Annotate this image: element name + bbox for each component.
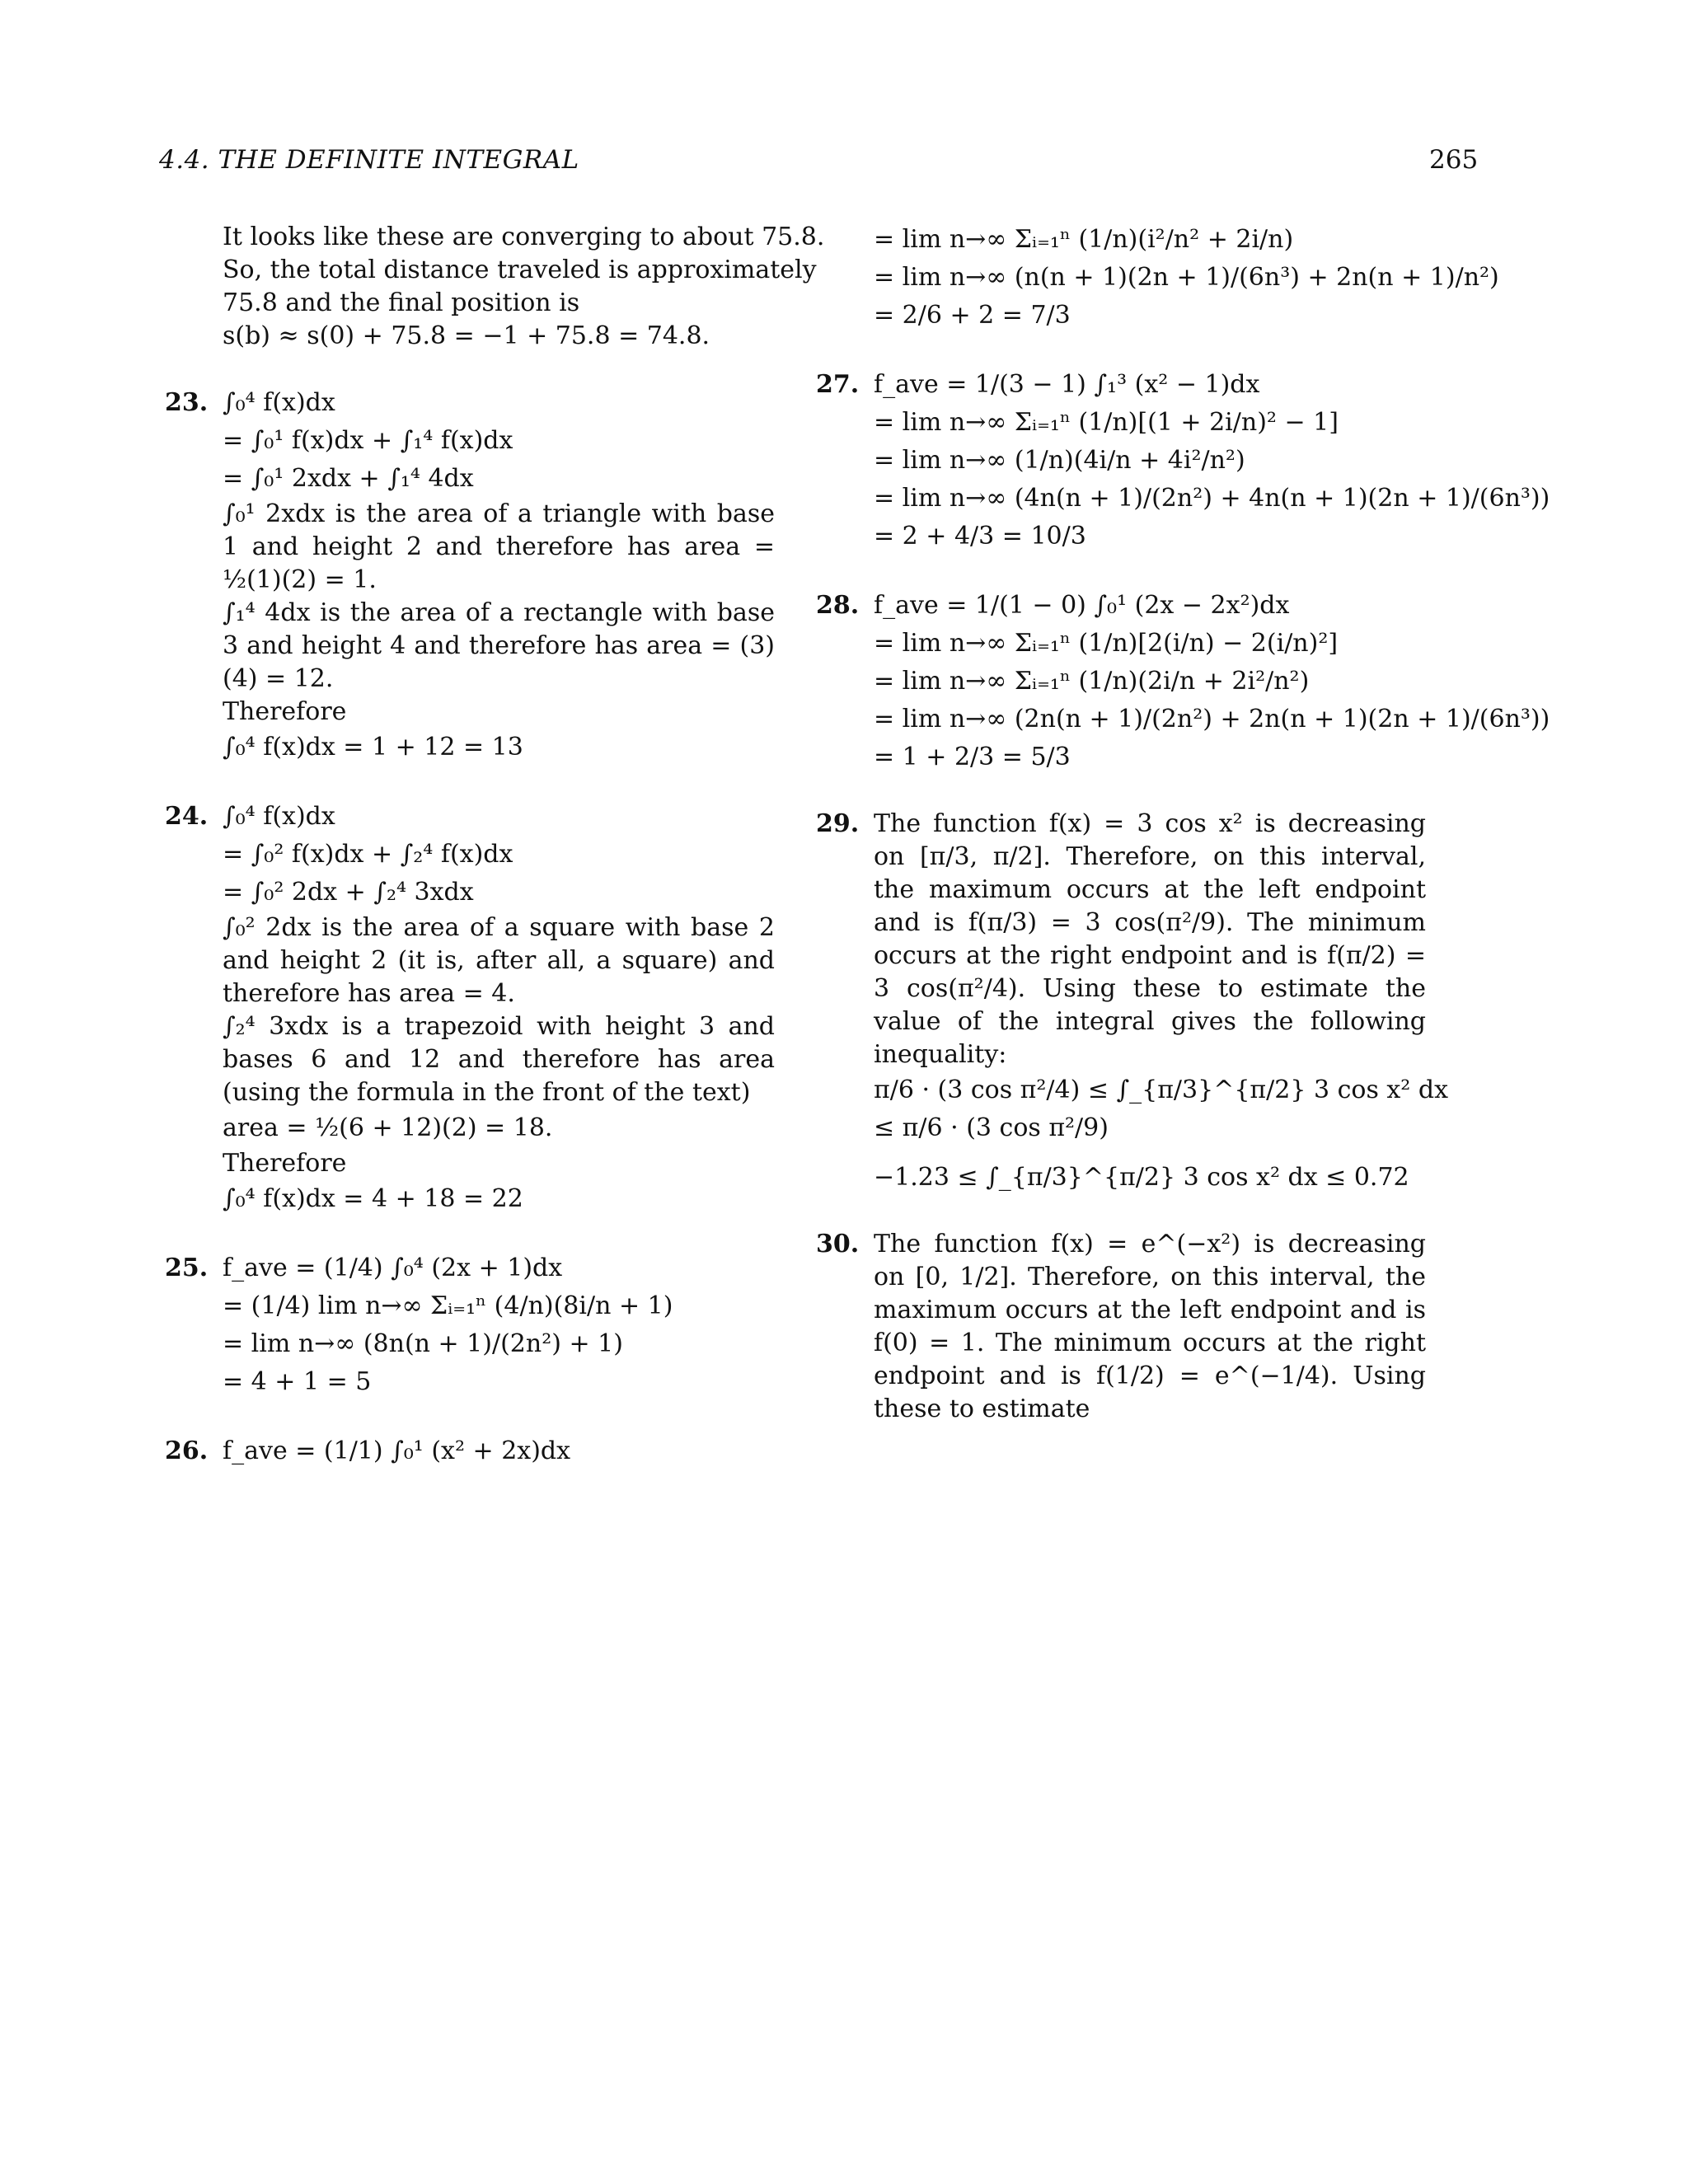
paragraph	[223, 1010, 775, 1109]
content-text: = 2/6 + 2 = 7/3	[874, 301, 1071, 330]
content-text: = lim n→∞ (2n(n + 1)/(2n²) + 2n(n + 1)(2n + 1)/(6n³))	[874, 705, 1550, 733]
spacer	[874, 776, 1484, 808]
content-text: = 2 + 4/3 = 10/3	[874, 522, 1086, 551]
exercise-number: 26.	[165, 1436, 209, 1465]
content-text: s(b) ≈ s(0) + 75.8 = −1 + 75.8 = 74.8.	[223, 321, 710, 350]
content-text: = lim n→∞ Σᵢ₌₁ⁿ (1/n)[2(i/n) − 2(i/n)²]	[874, 629, 1339, 658]
text-line	[223, 254, 817, 287]
equation-line	[874, 1109, 1484, 1147]
content-text: Therefore	[223, 1149, 347, 1178]
content-text: π/6 · (3 cos π²/4) ≤ ∫_{π/3}^{π/2} 3 cos x² dx	[874, 1076, 1448, 1104]
equation-line	[874, 625, 1484, 663]
equation-line	[874, 1159, 1484, 1197]
equation-line	[223, 729, 783, 766]
exercise-number: 30.	[816, 1230, 860, 1258]
equation-line	[874, 297, 1484, 335]
paragraph	[816, 808, 1426, 1071]
content-text: Therefore	[223, 697, 347, 726]
equation-line	[223, 1109, 783, 1147]
text-line	[223, 320, 783, 353]
spacer	[223, 1401, 783, 1432]
left-column	[165, 221, 825, 1470]
content-text: = ∫₀¹ f(x)dx + ∫₁⁴ f(x)dx	[223, 426, 513, 455]
content-text: ∫₀⁴ f(x)dx	[223, 388, 335, 417]
equation-line	[874, 1071, 1484, 1109]
exercise-number: 25.	[165, 1254, 209, 1282]
right-column	[816, 221, 1550, 1426]
content-text: ≤ π/6 · (3 cos π²/9)	[874, 1113, 1109, 1142]
content-text: It looks like these are converging to about 75.8.	[223, 223, 825, 251]
content-text: = 4 + 1 = 5	[223, 1367, 372, 1396]
spacer	[874, 1147, 1484, 1159]
equation-line	[223, 836, 783, 874]
equation-line	[874, 701, 1550, 738]
content-text: f_ave = (1/1) ∫₀¹ (x² + 2x)dx	[223, 1436, 571, 1465]
content-text: ∫₀⁴ f(x)dx	[223, 802, 335, 831]
content-text: = lim n→∞ (8n(n + 1)/(2n²) + 1)	[223, 1329, 623, 1358]
equation-line	[874, 738, 1484, 776]
equation-line	[223, 1287, 783, 1325]
equation-line	[816, 366, 1484, 404]
equation-line	[165, 1249, 783, 1287]
text-line	[223, 287, 783, 320]
content-text: = lim n→∞ (1/n)(4i/n + 4i²/n²)	[874, 446, 1245, 475]
equation-line	[874, 221, 1484, 259]
content-text: f_ave = 1/(1 − 0) ∫₀¹ (2x − 2x²)dx	[874, 591, 1290, 620]
content-text: = lim n→∞ (n(n + 1)(2n + 1)/(6n³) + 2n(n + 1)/n²)	[874, 263, 1499, 292]
paragraph	[223, 597, 775, 696]
content-text: The function f(x) = 3 cos x² is decreasing on [π/3, π/2]. Therefore, on this interval, the maximum occurs at the left endpoint and is f(π/3) = 3 cos(π²/9). The minimum occurs at the right endpoint and is f(π/2) = 3 cos(π²/4). Using these to estimate the value of the integral gives the following inequality:	[874, 809, 1426, 1069]
content-text: = lim n→∞ Σᵢ₌₁ⁿ (1/n)(i²/n² + 2i/n)	[874, 225, 1294, 254]
exercise-number: 24.	[165, 802, 209, 831]
equation-line	[165, 798, 783, 836]
equation-line	[874, 480, 1550, 518]
content-text: = 1 + 2/3 = 5/3	[874, 743, 1071, 771]
exercise-number: 23.	[165, 388, 209, 417]
text-line	[223, 696, 783, 729]
equation-line	[165, 1432, 783, 1470]
text-line	[223, 221, 825, 254]
equation-line	[165, 384, 783, 422]
content-text: = ∫₀² f(x)dx + ∫₂⁴ f(x)dx	[223, 840, 513, 869]
spacer	[874, 335, 1484, 366]
exercise-number: 29.	[816, 809, 860, 838]
spacer	[223, 353, 783, 384]
equation-line	[223, 460, 783, 498]
equation-line	[874, 404, 1484, 442]
paragraph	[223, 498, 775, 597]
equation-line	[223, 422, 783, 460]
content-text: f_ave = 1/(3 − 1) ∫₁³ (x² − 1)dx	[874, 370, 1260, 399]
content-text: ∫₂⁴ 3xdx is a trapezoid with height 3 and bases 6 and 12 and therefore has area (using the formula in the front of the text)	[223, 1012, 775, 1107]
equation-line	[223, 874, 783, 912]
exercise-number: 28.	[816, 591, 860, 620]
equation-line	[223, 1325, 783, 1363]
paragraph	[816, 1228, 1426, 1426]
equation-line	[874, 518, 1484, 555]
content-text: f_ave = (1/4) ∫₀⁴ (2x + 1)dx	[223, 1254, 563, 1282]
paragraph	[223, 912, 775, 1010]
equation-line	[874, 442, 1484, 480]
content-text: = ∫₀² 2dx + ∫₂⁴ 3xdx	[223, 878, 474, 907]
content-text: = (1/4) lim n→∞ Σᵢ₌₁ⁿ (4/n)(8i/n + 1)	[223, 1291, 673, 1320]
page-number: 265	[1429, 145, 1479, 175]
text-line	[223, 1147, 783, 1180]
equation-line	[874, 259, 1499, 297]
content-text: 75.8 and the final position is	[223, 288, 580, 317]
content-text: = lim n→∞ Σᵢ₌₁ⁿ (1/n)(2i/n + 2i²/n²)	[874, 667, 1310, 696]
content-text: ∫₀² 2dx is the area of a square with base 2 and height 2 (it is, after all, a square) and therefore has area = 4.	[223, 913, 775, 1008]
content-text: = lim n→∞ Σᵢ₌₁ⁿ (1/n)[(1 + 2i/n)² − 1]	[874, 408, 1339, 437]
equation-line	[223, 1363, 783, 1401]
equation-line	[223, 1180, 783, 1218]
content-text: ∫₀⁴ f(x)dx = 4 + 18 = 22	[223, 1184, 523, 1213]
content-text: The function f(x) = e^(−x²) is decreasing on [0, 1/2]. Therefore, on this interval, the maximum occurs at the left endpoint and is f(0) = 1. The minimum occurs at the right endpoint and is f(1/2) = e^(−1/4). Using these to estimate	[874, 1230, 1426, 1423]
content-text: = lim n→∞ (4n(n + 1)/(2n²) + 4n(n + 1)(2n + 1)/(6n³))	[874, 484, 1550, 513]
spacer	[874, 555, 1484, 587]
content-text: = ∫₀¹ 2xdx + ∫₁⁴ 4dx	[223, 464, 474, 493]
content-text: So, the total distance traveled is approximately	[223, 255, 817, 284]
content-text: −1.23 ≤ ∫_{π/3}^{π/2} 3 cos x² dx ≤ 0.72	[874, 1163, 1409, 1192]
equation-line	[816, 587, 1484, 625]
exercise-number: 27.	[816, 370, 860, 399]
spacer	[223, 766, 783, 798]
content-text: area = ½(6 + 12)(2) = 18.	[223, 1113, 553, 1142]
running-header-section: 4.4. THE DEFINITE INTEGRAL	[159, 145, 579, 175]
content-text: ∫₁⁴ 4dx is the area of a rectangle with base 3 and height 4 and therefore has area = (3)(4) = 12.	[223, 598, 775, 693]
content-text: ∫₀¹ 2xdx is the area of a triangle with base 1 and height 2 and therefore has area = ½(1)(2) = 1.	[223, 499, 775, 594]
content-text: ∫₀⁴ f(x)dx = 1 + 12 = 13	[223, 733, 523, 762]
spacer	[874, 1197, 1484, 1228]
equation-line	[874, 663, 1484, 701]
spacer	[223, 1218, 783, 1249]
